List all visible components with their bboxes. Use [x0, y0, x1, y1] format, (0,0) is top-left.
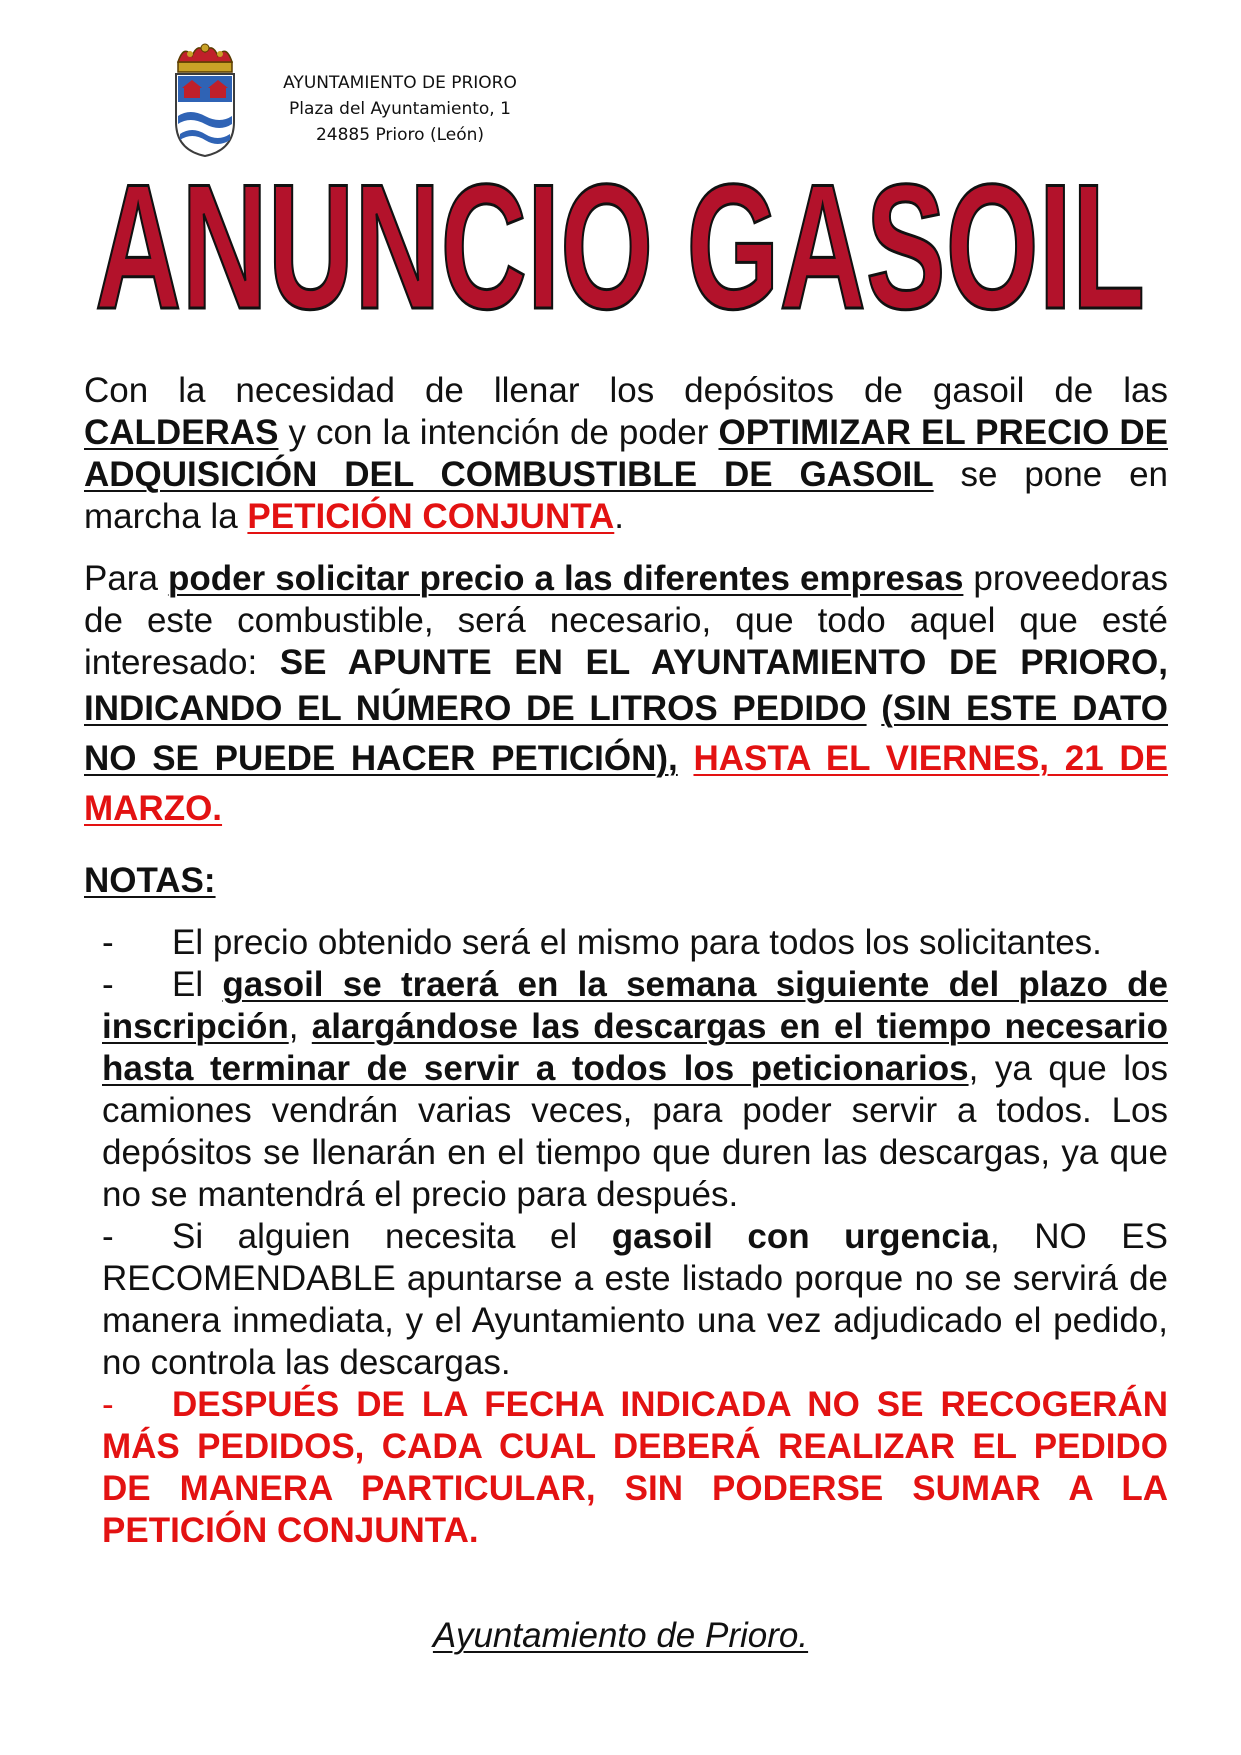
- intro-text-1: Con la necesidad de llenar los depósitos de gasoil de las: [84, 371, 1168, 410]
- note-dash: -: [102, 923, 114, 962]
- note-dash: -: [102, 965, 114, 1004]
- instr-space-1: [867, 689, 882, 728]
- intro-joint-request: PETICIÓN CONJUNTA: [247, 497, 615, 536]
- signature-text: Ayuntamiento de Prioro.: [432, 1616, 809, 1655]
- note-item-3: [102, 1216, 1168, 1384]
- letterhead-line-3: 24885 Prioro (León): [315, 125, 485, 145]
- note-2-text-2: , ya que los camiones vendrán varias veces, para poder servir a todos. Los depósitos se llenarán en el tiempo que duren las descargas, ya que no se mantendrá el precio para después.: [102, 1049, 1168, 1214]
- signature: [0, 1616, 1241, 1656]
- municipal-coat-of-arms-icon: [170, 40, 240, 160]
- note-2-unloading: alargándose las descargas en el tiempo necesario hasta terminar de servir a todos los peticionarios: [102, 1007, 1168, 1088]
- intro-text-2: y con la intención de poder: [278, 413, 719, 452]
- notes-list: [84, 922, 1168, 1552]
- note-dash: -: [102, 1385, 114, 1424]
- letterhead-line-1: AYUNTAMIENTO DE PRIORO: [283, 73, 517, 93]
- note-item-1: [102, 922, 1168, 964]
- paragraph-intro: [84, 370, 1168, 538]
- instr-text-1: Para: [84, 559, 168, 598]
- intro-calderas: CALDERAS: [84, 413, 279, 452]
- note-2-delivery: gasoil se traerá en la semana siguiente del plazo de inscripción: [102, 965, 1168, 1046]
- note-item-4: [102, 1384, 1168, 1552]
- instr-text-2: proveedoras de este combustible, será necesario, que todo aquel que esté interesado:: [84, 559, 1168, 682]
- notice-body: [84, 370, 1168, 1552]
- instr-required-data: (SIN ESTE DATO NO SE PUEDE HACER PETICIÓN),: [84, 689, 1169, 778]
- instr-request-price: poder solicitar precio a las diferentes empresas: [167, 559, 964, 598]
- paragraph-instructions: [84, 558, 1168, 834]
- note-2-comma: ,: [288, 1007, 312, 1046]
- note-2-text-1: El: [172, 965, 223, 1004]
- letterhead-line-2: Plaza del Ayuntamiento, 1: [289, 99, 511, 119]
- instr-liters: INDICANDO EL NÚMERO DE LITROS PEDIDO: [84, 689, 867, 728]
- note-dash: -: [102, 1217, 114, 1256]
- notice-title-text: ANUNCIO GASOIL: [95, 178, 1145, 328]
- notes-heading: NOTAS:: [84, 861, 216, 900]
- letterhead-address: [250, 70, 550, 148]
- note-1-text: El precio obtenido será el mismo para todos los solicitantes.: [172, 923, 1102, 962]
- note-4-text: DESPUÉS DE LA FECHA INDICADA NO SE RECOGERÁN MÁS PEDIDOS, CADA CUAL DEBERÁ REALIZAR EL PEDIDO DE MANERA PARTICULAR, SIN PODERSE SUMAR A LA PETICIÓN CONJUNTA.: [102, 1385, 1168, 1550]
- letterhead: [170, 40, 550, 160]
- notice-title: [0, 178, 1241, 328]
- intro-text-3: se pone en marcha la: [84, 455, 1168, 536]
- intro-period: .: [614, 497, 625, 536]
- note-item-2: [102, 964, 1168, 1216]
- note-3-text-2: , NO ES RECOMENDABLE apuntarse a este listado porque no se servirá de manera inmediata, y el Ayuntamiento una vez adjudicado el pedido, no controla las descargas.: [102, 1217, 1168, 1382]
- instr-sign-up: SE APUNTE EN EL AYUNTAMIENTO DE PRIORO,: [279, 643, 1168, 682]
- note-3-urgency: gasoil con urgencia: [611, 1217, 991, 1256]
- intro-optimize-price: OPTIMIZAR EL PRECIO DE ADQUISICIÓN DEL COMBUSTIBLE DE GASOIL: [84, 413, 1168, 494]
- note-3-text-1: Si alguien necesita el: [172, 1217, 612, 1256]
- instr-deadline: HASTA EL VIERNES, 21 DE MARZO.: [84, 739, 1168, 828]
- instr-space-2: [678, 739, 694, 778]
